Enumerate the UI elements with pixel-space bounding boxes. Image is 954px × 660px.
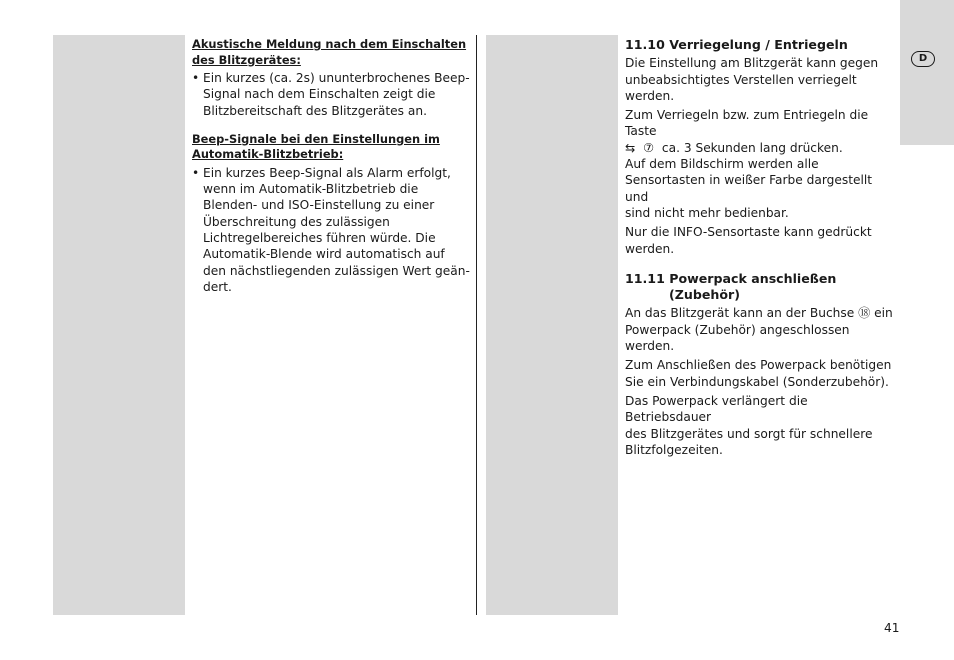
- text-line: Blenden- und ISO-Einstellung zu einer: [203, 198, 435, 213]
- section-11-11: [625, 271, 897, 458]
- section-11-10: [625, 37, 897, 257]
- text-line: Lichtregelbereiches führen würde. Die: [203, 231, 436, 246]
- left-column: [192, 37, 472, 295]
- text-line: werden.: [625, 241, 675, 256]
- bullet-icon: •: [192, 71, 200, 85]
- text-line: ca. 3 Sekunden lang drücken.: [661, 140, 843, 155]
- language-tab-panel: [900, 0, 954, 145]
- text-line: Die Einstellung am Blitzgerät kann gegen: [625, 56, 879, 71]
- text-line: Signal nach dem Einschalten zeigt die: [203, 87, 436, 102]
- text-line: des Blitzgerätes und sorgt für schnellere: [625, 426, 873, 441]
- text-line: Überschreitung des zulässigen: [203, 214, 390, 229]
- paragraph: [625, 107, 897, 221]
- text-line: Sie ein Verbindungskabel (Sonderzubehör).: [625, 374, 889, 389]
- section-title: 11.10 Verriegelung / Entriegeln: [625, 37, 848, 52]
- right-column: [625, 37, 897, 458]
- paragraph: [625, 305, 897, 354]
- heading-line: des Blitzgerätes:: [192, 52, 301, 67]
- text-line: den nächstliegenden zulässigen Wert geän-: [203, 263, 470, 278]
- text-line: Zum Verriegeln bzw. zum Entriegeln die Taste: [625, 108, 869, 139]
- text-line: Zum Anschließen des Powerpack benötigen: [625, 358, 892, 373]
- paragraph: [625, 224, 897, 257]
- text-line: unbeabsichtigtes Verstellen verriegelt: [625, 72, 857, 87]
- text-line: An das Blitzgerät kann an der Buchse ⑱ ein: [625, 306, 893, 321]
- language-badge: D: [911, 51, 935, 67]
- paragraph: [625, 393, 897, 458]
- section-heading: [192, 132, 472, 163]
- bullet-item: [192, 165, 472, 295]
- text-line: Automatik-Blende wird automatisch auf: [203, 247, 445, 262]
- left-margin-panel: [53, 35, 185, 615]
- text-line: dert.: [203, 279, 232, 294]
- text-line: Nur die INFO-Sensortaste kann gedrückt: [625, 225, 872, 240]
- heading-line: Akustische Meldung nach dem Einschalten: [192, 37, 467, 51]
- paragraph: [625, 55, 897, 104]
- column-divider: [476, 35, 477, 615]
- text-line: Ein kurzes Beep-Signal als Alarm erfolgt,: [203, 165, 451, 180]
- heading-line: (Zubehör): [669, 287, 740, 303]
- heading-line: Beep-Signale bei den Einstellungen im: [192, 131, 440, 146]
- paragraph: [625, 357, 897, 390]
- text-line: Auf dem Bildschirm werden alle: [625, 157, 819, 172]
- acoustic-signal-section: [192, 37, 472, 119]
- bullet-icon: •: [192, 165, 200, 180]
- text-line: Ein kurzes (ca. 2s) ununterbrochenes Beep-: [203, 71, 470, 85]
- text-line: Sensortasten in weißer Farbe dargestellt und: [625, 173, 873, 204]
- text-line: Blitzfolgezeiten.: [625, 442, 723, 457]
- text-line: Powerpack (Zubehör) angeschlossen werden.: [625, 322, 850, 354]
- text-line: wenn im Automatik-Blitzbetrieb die: [203, 182, 419, 197]
- text-line: Das Powerpack verlängert die Betriebsdauer: [625, 393, 808, 425]
- center-margin-panel: [486, 35, 618, 615]
- heading-line: 11.11 Powerpack anschließen: [625, 270, 837, 286]
- section-title: [625, 271, 897, 304]
- beep-signals-section: [192, 132, 472, 295]
- lock-toggle-icon: ⇆: [625, 140, 636, 155]
- heading-line: Automatik-Blitzbetrieb:: [192, 147, 344, 162]
- page-number: 41: [884, 621, 900, 635]
- key-number-7: ⑦: [643, 140, 655, 155]
- bullet-item: [192, 70, 472, 119]
- section-heading: [192, 37, 472, 68]
- text-line: sind nicht mehr bedienbar.: [625, 205, 789, 220]
- text-line: werden.: [625, 88, 675, 103]
- text-line: Blitzbereitschaft des Blitzgerätes an.: [203, 103, 427, 118]
